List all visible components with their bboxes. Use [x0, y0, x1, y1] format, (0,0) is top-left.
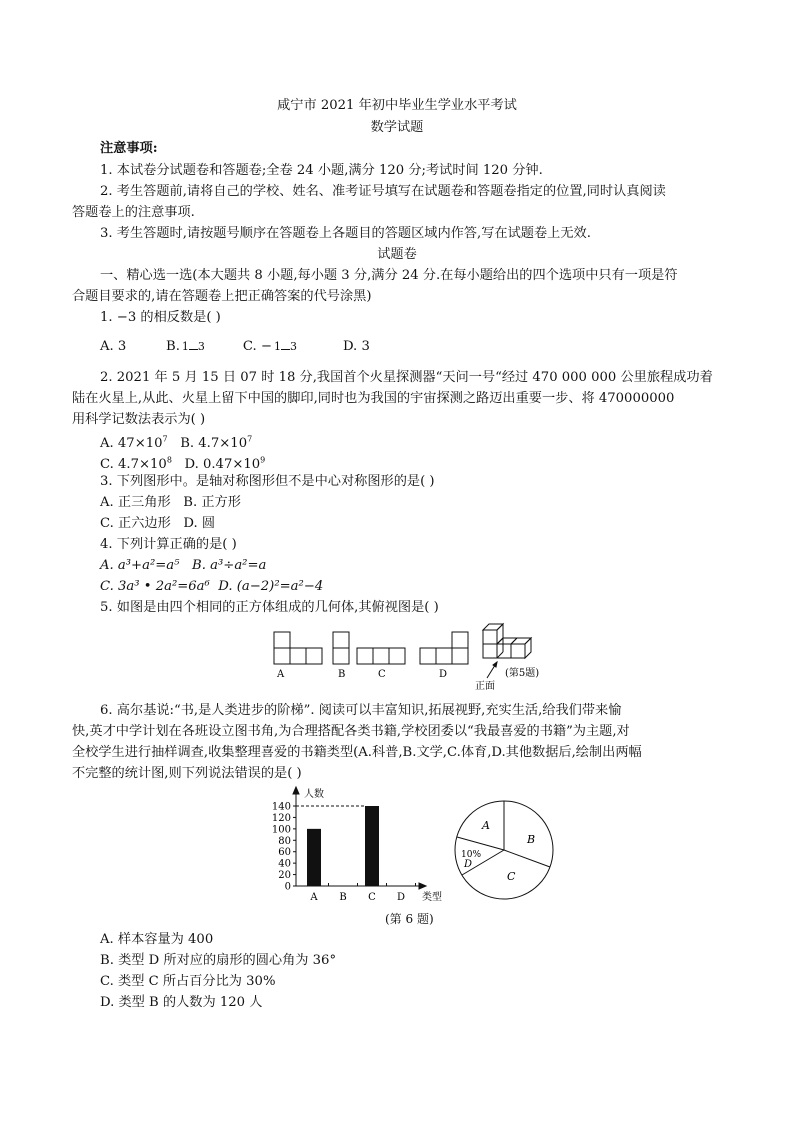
q4-options-row1 [100, 557, 266, 575]
q6-option-b: B. 类型 D 所对应的扇形的圆心角为 36° [100, 953, 337, 968]
q5-caption: (第5题) [505, 668, 540, 679]
exam-title: 咸宁市 2021 年初中毕业生学业水平考试 [277, 98, 517, 113]
q6-stem-cont: 不完整的统计图,则下列说法错误的是( ) [72, 766, 302, 781]
x-tick-label: D [396, 892, 406, 903]
q1-options [100, 334, 370, 360]
exam-subtitle: 数学试题 [370, 120, 424, 135]
q2-options-row1 [100, 431, 252, 453]
q5-option-d-figure [420, 632, 468, 664]
note-item: 1. 本试卷分试题卷和答题卷;全卷 24 小题,满分 120 分;考试时间 120 分钟. [100, 163, 543, 178]
section-title: 试题卷 [377, 247, 417, 262]
q5-front-label: 正面 [475, 681, 495, 692]
q3-option-b: B. 正方形 [183, 495, 241, 510]
q4-option-c: C. 3a³ • 2a²=6a⁶ [100, 579, 210, 594]
q2-option-d: D. $0.47\times 10^9$ [184, 456, 266, 473]
q2-option-b: B. $4.7\times 10^7$ [180, 435, 253, 452]
x-tick-label: C [368, 892, 376, 903]
q3-option-a: A. 正三角形 [100, 495, 171, 510]
q3-stem: 3. 下列图形中。是轴对称图形但不是中心对称图形的是( ) [100, 474, 435, 489]
q6-stem-cont: 全校学生进行抽样调查,收集整理喜爱的书籍类型(A.科普,B.文学,C.体育,D.其他数据后,绘制出两幅 [72, 745, 642, 760]
y-tick-label: 0 [284, 881, 291, 893]
q5-figure [265, 620, 545, 692]
q4-stem: 4. 下列计算正确的是( ) [100, 537, 237, 552]
q5-stem: 5. 如图是由四个相同的正方体组成的几何体,其俯视图是( ) [100, 600, 439, 615]
pie-label-d-percent: 10% [461, 850, 482, 860]
q3-option-c: C. 正六边形 [100, 516, 171, 531]
note-item: 答题卷上的注意事项. [72, 205, 195, 220]
x-axis-label: 类型 [422, 892, 442, 903]
q2-option-a: A. $47\times 10^7$ [100, 435, 168, 452]
q5-label-b: B [338, 669, 346, 680]
q4-option-d: D. (a−2)²=a²−4 [218, 579, 324, 594]
q5-option-b-figure [333, 632, 349, 664]
q3-option-d: D. 圆 [183, 516, 216, 531]
q6-stem-cont: 快,英才中学计划在各班设立图书角,为合理搭配各类书籍,学校团委以“我最喜爱的书籍”为主题,对 [72, 724, 630, 739]
pie-divider-ad [457, 837, 504, 850]
note-item: 2. 考生答题前,请将自己的学校、姓名、准考证号填写在试题卷和答题卷指定的位置,同时认真阅读 [100, 184, 666, 199]
x-tick-label: B [339, 892, 347, 903]
pie-label-a: A [482, 819, 490, 832]
y-tick-label: 100 [271, 824, 291, 836]
pie-divider-bc [504, 850, 550, 867]
q2-stem-cont: 陆在火星上,从此、火星上留下中国的脚印,同时也为我国的宇宙探测之路迈出重要一步、将 470000000 [72, 391, 675, 406]
q1-stem: 1. −3 的相反数是( ) [100, 310, 221, 325]
q1-option-c-fraction: 1 3 [273, 339, 297, 353]
part1-instructions: 一、精心选一选(本大题共 8 小题,每小题 3 分,满分 24 分.在每小题给出的四个选项中只有一项是符 [100, 268, 678, 283]
q5-option-c-figure [357, 648, 405, 664]
note-item: 3. 考生答题时,请按题号顺序在答题卷上各题目的答题区域内作答,写在试题卷上无效. [100, 226, 591, 241]
bar-A [307, 829, 321, 886]
pie-label-d: D [464, 859, 473, 870]
q5-option-a-figure [274, 632, 322, 664]
q1-option-b-fraction: 1 3 [181, 339, 205, 353]
q1-option-a: A. 3 [100, 339, 127, 354]
y-tick-label: 140 [271, 801, 291, 813]
q6-caption: (第 6 题) [385, 912, 434, 926]
bar-C [365, 806, 379, 886]
q1-option-c-label: C. − [242, 339, 272, 354]
q6-bar-chart [262, 783, 452, 908]
q2-stem: 2. 2021 年 5 月 15 日 07 时 18 分,我国首个火星探测器“天问一号“经过 470 000 000 公里旅程成功着 [100, 370, 713, 385]
q4-option-b: B. a³÷a²=a [192, 558, 267, 573]
q3-options-row1 [100, 494, 241, 512]
q5-label-d: D [439, 669, 448, 680]
q1-option-b-label: B. [166, 339, 180, 354]
q5-label-a: A [277, 669, 285, 680]
q6-option-d: D. 类型 B 的人数为 120 人 [100, 995, 263, 1010]
y-tick-label: 20 [278, 870, 291, 882]
q6-stem: 6. 高尔基说:“书,是人类进步的阶梯”. 阅读可以丰富知识,拓展视野,充实生活,给我们带来愉 [100, 703, 622, 718]
notes-heading: 注意事项: [100, 141, 158, 156]
q6-pie-chart [452, 795, 562, 905]
q5-solid-figure [483, 624, 531, 658]
y-axis-label: 人数 [304, 789, 324, 800]
y-tick-label: 60 [278, 847, 291, 859]
y-tick-label: 120 [271, 812, 291, 824]
q6-option-c: C. 类型 C 所占百分比为 30% [100, 974, 276, 989]
part1-instructions-cont: 合题目要求的,请在答题卷上把正确答案的代号涂黑) [72, 289, 372, 304]
q6-option-a: A. 样本容量为 400 [100, 932, 214, 947]
pie-label-c: C [507, 870, 516, 883]
q2-stem-cont: 用科学记数法表示为( ) [72, 412, 206, 427]
q4-options-row2 [100, 578, 323, 596]
pie-label-b: B [527, 833, 536, 846]
q2-options-row2 [100, 452, 265, 474]
y-tick-label: 40 [278, 858, 291, 870]
q1-option-d: D. 3 [342, 339, 370, 354]
q4-option-a: A. a³+a²=a⁵ [100, 558, 180, 573]
q5-label-c: C [378, 669, 386, 680]
q2-option-c: C. $4.7\times 10^8$ [100, 456, 172, 473]
q3-options-row2 [100, 515, 215, 533]
y-tick-label: 80 [278, 835, 291, 847]
x-tick-label: A [310, 892, 318, 903]
